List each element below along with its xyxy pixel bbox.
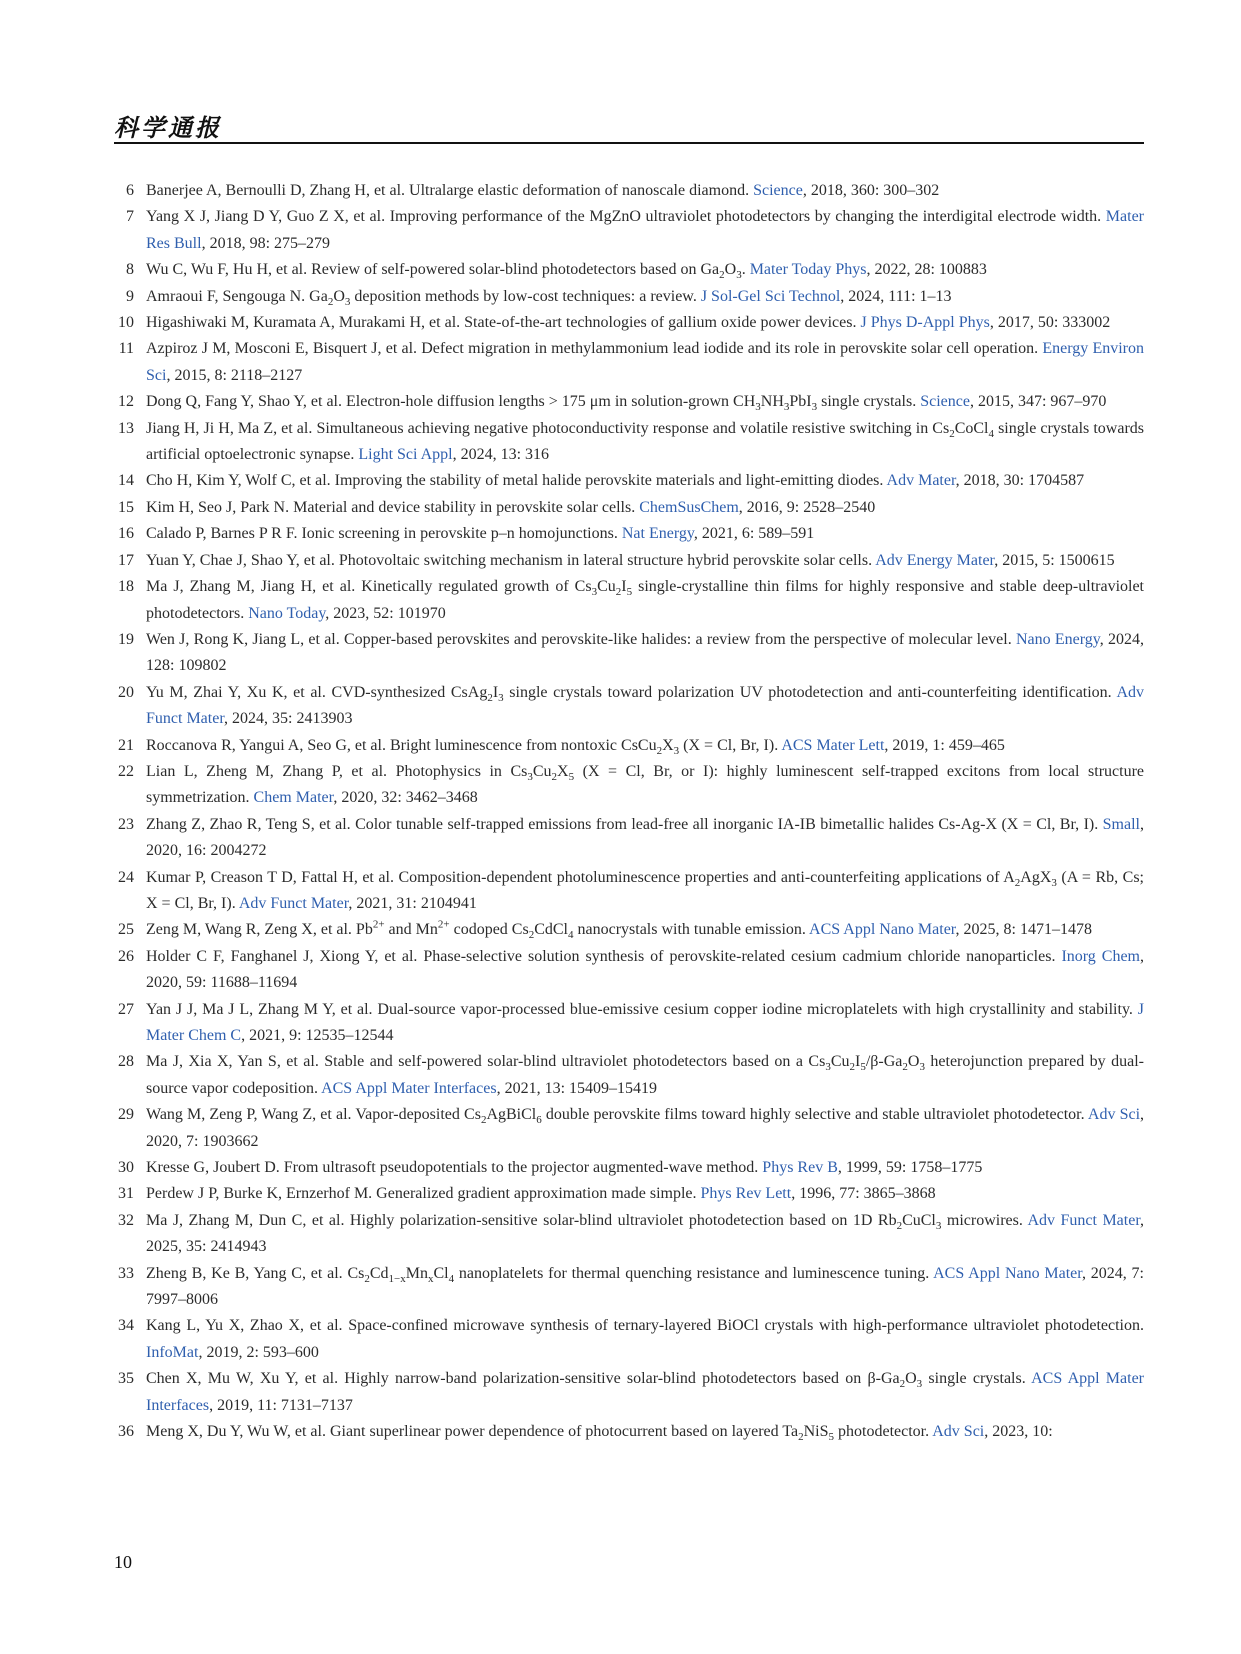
subscript: 3 [736, 269, 742, 282]
reference-text: single-crystalline thin films for highly responsive and stable deep-ultraviolet photodetectors. [146, 578, 1145, 622]
subscript: 3 [916, 1378, 923, 1391]
reference-number: 32 [118, 1211, 134, 1229]
reference-item [114, 997, 1144, 1050]
reference-number: 34 [118, 1317, 134, 1335]
subscript: 2 [615, 586, 622, 599]
reference-item [114, 1419, 1144, 1445]
reference-text: CdCl [534, 921, 568, 939]
reference-number: 29 [118, 1106, 134, 1124]
reference-item [114, 204, 1144, 257]
reference-text: Yang X J, Jiang D Y, Guo Z X, et al. Improving performance of the MgZnO ultraviolet photodetectors by changing the interdigital electrode width. [146, 208, 1106, 226]
reference-text: , 2024, 13: 316 [452, 446, 550, 464]
reference-text: Zhang Z, Zhao R, Teng S, et al. Color tunable self-trapped emissions from lead-free all inorganic IA-IB bimetallic halides Cs-Ag-X (X = Cl, Br, I). [146, 815, 1103, 833]
subscript: 3 [344, 295, 351, 308]
reference-text: Roccanova R, Yangui A, Seo G, et al. Bright luminescence from nontoxic CsCu [146, 736, 657, 754]
reference-number: 26 [118, 947, 134, 965]
journal-link[interactable]: InfoMat [146, 1343, 199, 1361]
subscript: 4 [988, 427, 994, 440]
reference-number: 10 [118, 314, 134, 332]
superscript: 2+ [437, 919, 450, 932]
reference-text: , 2020, 59: 11688–11694 [146, 947, 1144, 992]
reference-text: nanocrystals with tunable emission. [573, 921, 810, 939]
reference-text: , 2015, 5: 1500615 [994, 551, 1115, 569]
reference-text: Perdew J P, Burke K, Ernzerhof M. Generalized gradient approximation made simple. [146, 1185, 701, 1203]
journal-link[interactable]: Adv Funct Mater [146, 683, 1144, 728]
reference-text: , 2019, 2: 593–600 [198, 1343, 319, 1361]
reference-number: 23 [118, 815, 134, 833]
reference-text: Wu C, Wu F, Hu H, et al. Review of self-powered solar-blind photodetectors based on Ga [146, 261, 720, 279]
reference-text: , 2019, 1: 459–465 [884, 736, 1005, 754]
subscript: 3 [527, 771, 533, 784]
journal-link[interactable]: Small [1102, 815, 1140, 833]
journal-link[interactable]: Inorg Chem [1061, 947, 1140, 965]
subscript: 2 [896, 1220, 903, 1233]
subscript: 3 [498, 691, 504, 704]
reference-text: Cl [433, 1264, 449, 1282]
reference-item [114, 468, 1144, 494]
journal-link[interactable]: Adv Funct Mater [1027, 1211, 1141, 1229]
reference-text: Higashiwaki M, Kuramata A, Murakami H, et al. State-of-the-art technologies of gallium oxide power devices. [146, 314, 861, 332]
reference-item [114, 521, 1144, 547]
subscript: 4 [448, 1272, 455, 1285]
journal-link[interactable]: J Mater Chem C [146, 1000, 1144, 1044]
reference-item [114, 759, 1144, 812]
journal-link[interactable]: Adv Sci [932, 1423, 985, 1441]
reference-text: , 2020, 32: 3462–3468 [333, 789, 478, 807]
reference-text: /β-Ga [865, 1053, 903, 1071]
reference-text: , 2018, 30: 1704587 [955, 472, 1085, 490]
reference-text: , 2024, 111: 1–13 [840, 287, 952, 305]
reference-text: , 2018, 98: 275–279 [201, 234, 331, 252]
reference-text: NiS [803, 1423, 829, 1441]
reference-text: deposition methods by low-cost techniques: a review. [350, 287, 701, 305]
reference-item [114, 917, 1144, 943]
reference-text: , 2020, 16: 2004272 [146, 815, 1144, 860]
journal-link[interactable]: Phys Rev B [762, 1159, 838, 1177]
reference-item [114, 1155, 1144, 1181]
reference-text: , 2021, 31: 2104941 [348, 894, 477, 912]
reference-text: double perovskite films toward highly selective and stable ultraviolet photodetector. [541, 1106, 1088, 1124]
reference-text: Ma J, Zhang M, Jiang H, et al. Kinetically regulated growth of Cs [146, 578, 592, 596]
reference-text: , 2017, 50: 333002 [989, 314, 1111, 332]
reference-number: 28 [118, 1053, 134, 1071]
journal-link[interactable]: ACS Appl Mater Interfaces [321, 1079, 497, 1097]
reference-text: Zheng B, Ke B, Yang C, et al. Cs [146, 1264, 365, 1282]
reference-text: (X = Cl, Br, I). [679, 736, 782, 754]
journal-link[interactable]: J Phys D-Appl Phys [860, 314, 990, 332]
journal-link[interactable]: Chem Mater [253, 789, 334, 807]
subscript: 3 [1051, 876, 1057, 889]
reference-number: 35 [118, 1370, 134, 1388]
reference-text: , 2020, 7: 1903662 [146, 1106, 1145, 1150]
subscript: 2 [487, 691, 493, 704]
reference-item [114, 178, 1144, 204]
reference-text: nanoplatelets for thermal quenching resistance and luminescence tuning. [454, 1264, 934, 1282]
reference-item [114, 1181, 1144, 1207]
reference-text: Cu [532, 762, 552, 780]
reference-text: Dong Q, Fang Y, Shao Y, et al. Electron-hole diffusion lengths > 175 μm in solution-grown CH [146, 393, 756, 411]
reference-text: Wang M, Zeng P, Wang Z, et al. Vapor-deposited Cs [146, 1106, 481, 1124]
reference-text: AgBiCl [486, 1106, 537, 1124]
reference-text: Cu [830, 1053, 850, 1071]
journal-link[interactable]: Nano Today [248, 604, 326, 622]
subscript: 2 [849, 1061, 855, 1074]
reference-text: I [621, 578, 627, 596]
reference-text: , 2024, 128: 109802 [146, 630, 1144, 675]
journal-link[interactable]: ACS Mater Lett [781, 736, 885, 754]
journal-link[interactable]: Adv Mater [886, 472, 956, 490]
reference-text: Zeng M, Wang R, Zeng X, et al. Pb [146, 921, 373, 939]
reference-text: Yan J J, Ma J L, Zhang M Y, et al. Dual-source vapor-processed blue-emissive cesium copper iodine microplatelets with high crystallinity and stability. [146, 1000, 1138, 1018]
reference-text: NH [760, 393, 784, 411]
reference-list [114, 178, 1144, 1446]
reference-item [114, 944, 1144, 997]
reference-item [114, 548, 1144, 574]
reference-text: CoCl [954, 419, 989, 437]
reference-item [114, 416, 1144, 469]
journal-link[interactable]: Adv Sci [1087, 1106, 1141, 1124]
reference-item [114, 389, 1144, 415]
reference-text: Calado P, Barnes P R F. Ionic screening in perovskite p–n homojunctions. [146, 525, 622, 543]
reference-text: O [333, 287, 345, 305]
subscript: 2 [798, 1431, 804, 1444]
reference-number: 11 [118, 340, 134, 358]
subscript: 2 [902, 1061, 908, 1074]
subscript: 3 [783, 401, 790, 414]
reference-text: Kang L, Yu X, Zhao X, et al. Space-confined microwave synthesis of ternary-layered BiOCl crystals with high-performance ultraviolet photodetection. [146, 1317, 1144, 1335]
reference-text: Meng X, Du Y, Wu W, et al. Giant superlinear power dependence of photocurrent based on layered Ta [146, 1423, 799, 1441]
reference-number: 21 [118, 736, 134, 754]
reference-text: , 2025, 8: 1471–1478 [955, 921, 1092, 939]
subscript: 3 [919, 1061, 925, 1074]
reference-text: AgX [1020, 868, 1052, 886]
reference-text: microwires. [941, 1211, 1028, 1229]
reference-text: , 2021, 9: 12535–12544 [241, 1027, 394, 1044]
subscript: 3 [825, 1061, 831, 1074]
reference-text: , 1996, 77: 3865–3868 [791, 1185, 936, 1203]
reference-text: Azpiroz J M, Mosconi E, Bisquert J, et al. Defect migration in methylammonium lead iodide and its role in perovskite solar cell operation. [146, 340, 1043, 358]
reference-number: 6 [126, 182, 134, 199]
reference-text: and Mn [384, 921, 438, 939]
subscript: 2 [551, 771, 558, 784]
journal-link[interactable]: ACS Appl Nano Mater [933, 1264, 1082, 1282]
reference-item [114, 574, 1144, 627]
reference-text: single crystals. [817, 393, 921, 411]
reference-text: single crystals toward polarization UV photodetection and anti-counterfeiting identification. [503, 683, 1117, 701]
reference-number: 8 [126, 261, 134, 279]
subscript: 6 [536, 1114, 542, 1127]
journal-link[interactable]: Mater Res Bull [146, 208, 1144, 252]
reference-item [114, 1366, 1144, 1419]
reference-text: Chen X, Mu W, Xu Y, et al. Highly narrow-band polarization-sensitive solar-blind photodetectors based on β-Ga [146, 1370, 900, 1388]
page-number: 10 [114, 1552, 132, 1572]
reference-number: 18 [118, 578, 134, 596]
journal-link[interactable]: ACS Appl Nano Mater [809, 921, 956, 939]
journal-link[interactable]: Energy Environ Sci [146, 340, 1144, 384]
reference-text: Holder C F, Fanghanel J, Xiong Y, et al. Phase-selective solution synthesis of perovskite-related cesium cadmium chloride nanoparticles. [146, 947, 1062, 965]
reference-number: 24 [118, 868, 134, 886]
reference-text: Lian L, Zheng M, Zhang P, et al. Photophysics in Cs [146, 762, 528, 780]
reference-number: 17 [118, 551, 134, 569]
journal-link[interactable]: J Sol-Gel Sci Technol [700, 287, 841, 305]
reference-number: 36 [118, 1423, 134, 1441]
reference-text: Wen J, Rong K, Jiang L, et al. Copper-based perovskites and perovskite-like halides: a review from the perspective of molecular level. [146, 630, 1016, 648]
journal-link[interactable]: Adv Energy Mater [875, 551, 995, 569]
reference-number: 25 [118, 921, 134, 939]
reference-text: CuCl [902, 1211, 936, 1229]
journal-link[interactable]: Nat Energy [621, 525, 694, 543]
reference-text: , 2016, 9: 2528–2540 [738, 498, 876, 516]
reference-number: 20 [118, 683, 134, 701]
reference-number: 27 [118, 1000, 134, 1018]
subscript: 2 [327, 295, 334, 308]
reference-number: 30 [118, 1159, 134, 1177]
reference-text: X [662, 736, 674, 754]
reference-text: Ma J, Xia X, Yan S, et al. Stable and self-powered solar-blind ultraviolet photodetectors based on a Cs [146, 1053, 826, 1071]
subscript: 2 [719, 269, 725, 282]
reference-text: single crystals towards artificial optoelectronic synapse. [146, 419, 1144, 464]
subscript: 2 [899, 1378, 906, 1391]
reference-item [114, 812, 1144, 865]
reference-text: codoped Cs [449, 921, 529, 939]
reference-item [114, 627, 1144, 680]
subscript: 2 [528, 929, 535, 942]
journal-link[interactable]: Nano Energy [1015, 630, 1100, 648]
reference-number: 9 [126, 287, 134, 305]
header-rule [114, 142, 1144, 144]
reference-item [114, 1208, 1144, 1261]
reference-number: 15 [118, 498, 134, 516]
reference-text: (A = Rb, Cs; X = Cl, Br, I). [146, 868, 1145, 912]
reference-item [114, 336, 1144, 389]
journal-link[interactable]: Light Sci Appl [358, 446, 453, 464]
reference-item [114, 1049, 1144, 1102]
reference-text: , 2019, 11: 7131–7137 [209, 1396, 353, 1414]
reference-text: , 2021, 6: 589–591 [693, 525, 815, 543]
reference-text: Kresse G, Joubert D. From ultrasoft pseudopotentials to the projector augmented-wave method. [146, 1159, 763, 1177]
subscript: 4 [568, 929, 574, 942]
subscript: 2 [949, 427, 955, 440]
subscript: 2 [1014, 876, 1021, 889]
reference-number: 13 [118, 419, 134, 437]
reference-text: , 2024, 35: 2413903 [224, 710, 353, 728]
reference-text: PbI [789, 393, 812, 411]
reference-text: , 1999, 59: 1758–1775 [837, 1159, 983, 1177]
reference-text: , 2023, 52: 101970 [325, 604, 446, 622]
journal-link[interactable]: ChemSusChem [639, 498, 739, 516]
reference-number: 16 [118, 525, 134, 543]
subscript: 3 [755, 401, 761, 414]
journal-link[interactable]: Phys Rev Lett [700, 1185, 792, 1203]
reference-number: 12 [118, 393, 134, 411]
reference-text: Mn [405, 1264, 428, 1282]
reference-text: . [741, 261, 750, 279]
reference-text: Jiang H, Ji H, Ma Z, et al. Simultaneous achieving negative photoconductivity response and volatile resistive switching in Cs [146, 419, 950, 437]
reference-text: Yuan Y, Chae J, Shao Y, et al. Photovoltaic switching mechanism in lateral structure hybrid perovskite solar cells. [146, 551, 876, 569]
journal-link[interactable]: Adv Funct Mater [238, 894, 349, 912]
reference-text: Cho H, Kim Y, Wolf C, et al. Improving the stability of metal halide perovskite materials and light-emitting diodes. [146, 472, 887, 490]
reference-text: Amraoui F, Sengouga N. Ga [146, 287, 328, 305]
reference-text: I [854, 1053, 861, 1071]
reference-text: photodetector. [834, 1423, 933, 1441]
journal-link[interactable]: Mater Today Phys [749, 261, 867, 279]
reference-text: , 2023, 10: [984, 1423, 1053, 1441]
reference-number: 31 [118, 1185, 134, 1203]
reference-text: single crystals. [922, 1370, 1032, 1388]
reference-item [114, 680, 1144, 733]
superscript: 2+ [372, 919, 385, 932]
reference-text: , 2015, 8: 2118–2127 [166, 366, 303, 384]
subscript: 3 [935, 1220, 942, 1233]
subscript: 5 [626, 586, 633, 599]
reference-text: O [905, 1370, 917, 1388]
journal-logo: 科学通报 [114, 113, 222, 142]
reference-text: I [492, 683, 499, 701]
reference-text: , 2024, 7: 7997–8006 [146, 1264, 1145, 1309]
reference-item [114, 733, 1144, 759]
subscript: 2 [480, 1114, 487, 1127]
reference-text: O [907, 1053, 920, 1071]
reference-text: heterojunction prepared by dual-source vapor codeposition. [146, 1053, 1145, 1097]
subscript: 5 [860, 1061, 866, 1074]
reference-item [114, 1102, 1144, 1155]
subscript: 2 [656, 744, 663, 757]
subscript: 5 [828, 1431, 835, 1444]
reference-text: Banerjee A, Bernoulli D, Zhang H, et al. Ultralarge elastic deformation of nanoscale diamond. [146, 182, 754, 199]
reference-item [114, 865, 1144, 918]
reference-text: , 2025, 35: 2414943 [146, 1211, 1145, 1256]
reference-text: , 2018, 360: 300–302 [802, 182, 940, 199]
reference-text: , 2021, 13: 15409–15419 [496, 1079, 658, 1097]
reference-text: O [724, 261, 737, 279]
subscript: 3 [591, 586, 598, 599]
reference-item [114, 495, 1144, 521]
reference-number: 22 [118, 762, 134, 780]
reference-text: Cd [369, 1264, 389, 1282]
reference-text: Yu M, Zhai Y, Xu K, et al. CVD-synthesized CsAg [146, 683, 488, 701]
reference-item [114, 310, 1144, 336]
reference-item [114, 284, 1144, 310]
subscript: 3 [673, 744, 680, 757]
reference-number: 7 [126, 208, 134, 226]
reference-text: , 2015, 347: 967–970 [969, 393, 1107, 411]
reference-text: Kim H, Seo J, Park N. Material and device stability in perovskite solar cells. [146, 498, 640, 516]
journal-link[interactable]: Science [920, 393, 970, 411]
reference-number: 14 [118, 472, 134, 490]
reference-text: Kumar P, Creason T D, Fattal H, et al. Composition-dependent photoluminescence properties and anti-counterfeiting applications of A [146, 868, 1015, 886]
reference-number: 19 [118, 630, 134, 648]
subscript: 1−x [388, 1272, 406, 1285]
reference-text: Ma J, Zhang M, Dun C, et al. Highly polarization-sensitive solar-blind ultraviolet photodetection based on 1D Rb [146, 1211, 897, 1229]
reference-text: , 2022, 28: 100883 [866, 261, 987, 279]
reference-item [114, 1261, 1144, 1314]
reference-item [114, 1313, 1144, 1366]
subscript: 3 [811, 401, 818, 414]
subscript: 2 [364, 1272, 370, 1285]
reference-text: Cu [597, 578, 616, 596]
subscript: 5 [568, 771, 575, 784]
reference-text: X [557, 762, 569, 780]
subscript: x [427, 1272, 434, 1285]
journal-link[interactable]: ACS Appl Mater Interfaces [146, 1370, 1145, 1414]
reference-text: (X = Cl, Br, or I): highly luminescent self-trapped excitons from local structure symmetrization. [146, 762, 1144, 807]
journal-link[interactable]: Science [753, 182, 803, 199]
reference-item [114, 257, 1144, 283]
reference-number: 33 [118, 1264, 134, 1282]
